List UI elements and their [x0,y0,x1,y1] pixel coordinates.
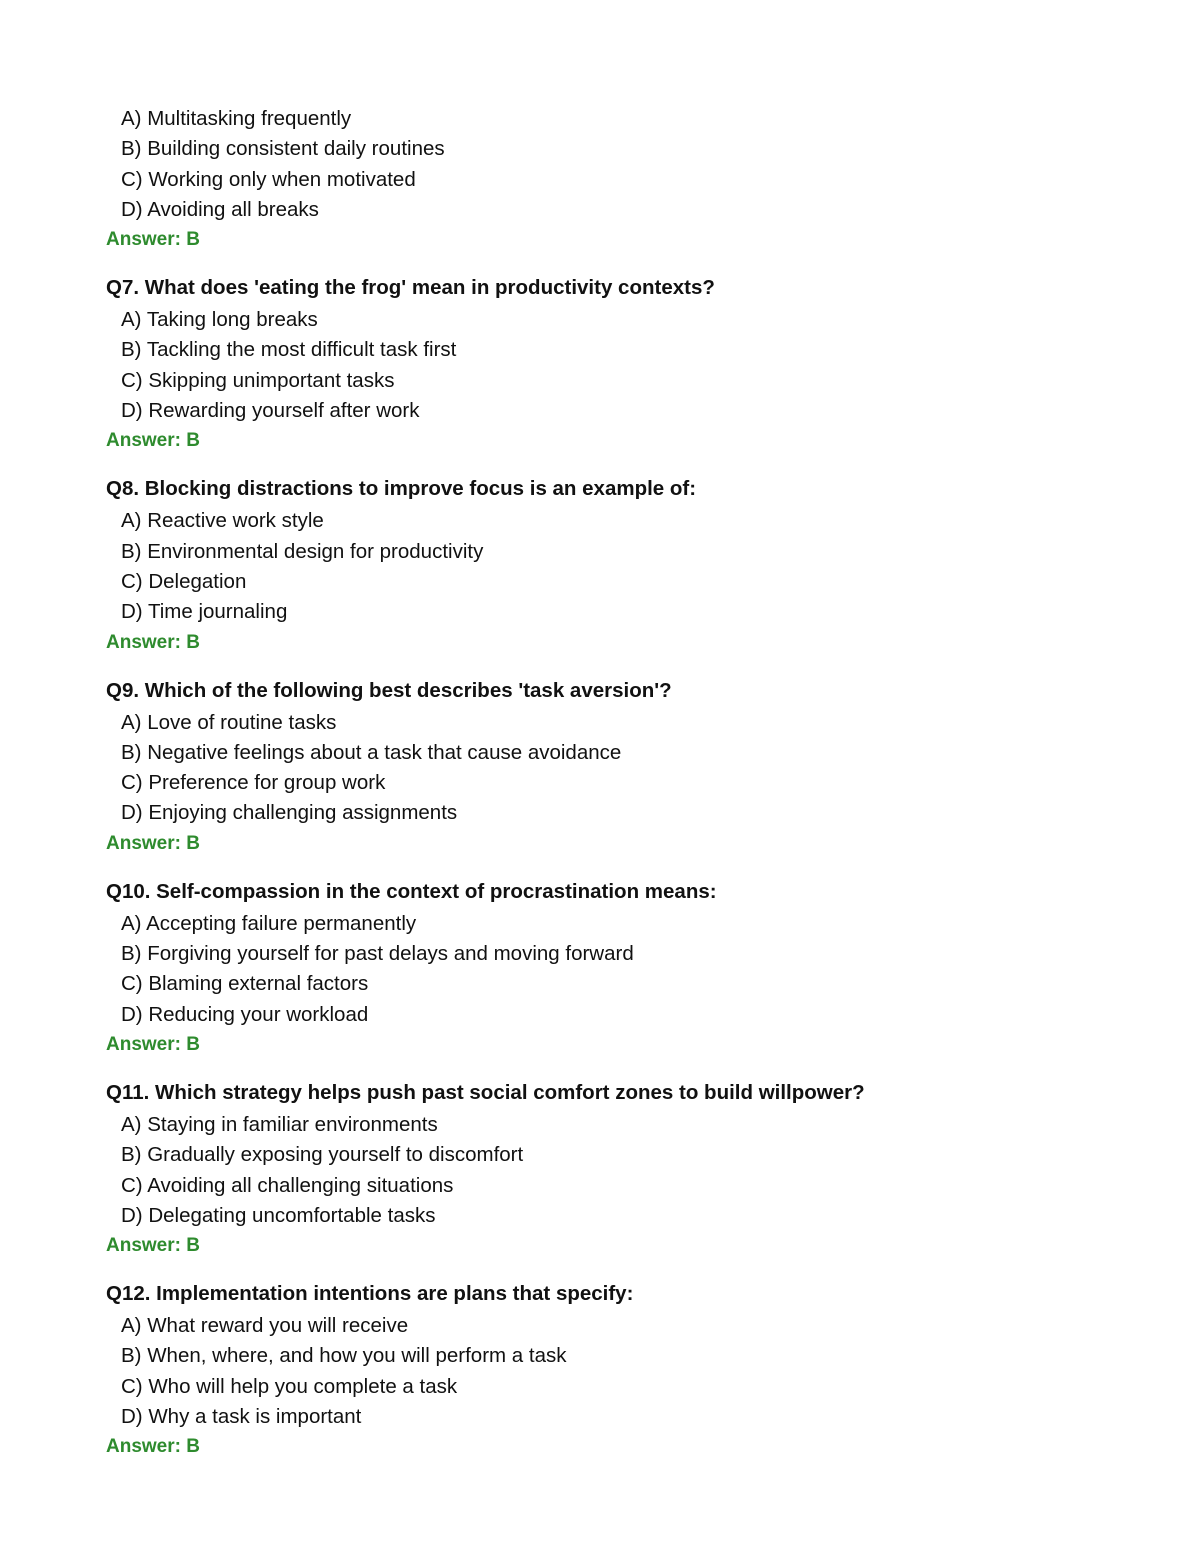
question-block-q9 [106,676,1140,859]
option-a: A) Staying in familiar environments [121,1112,438,1136]
question-block-continued [106,104,1140,255]
option-d: D) Why a task is important [121,1405,362,1429]
answer-label: Answer: B [106,631,200,653]
question-title: Q9. Which of the following best describes 'task aversion'? [106,678,672,702]
question-title: Q7. What does 'eating the frog' mean in productivity contexts? [106,276,715,300]
option-d: D) Rewarding yourself after work [121,399,420,423]
option-b: B) Tackling the most difficult task first [121,338,457,362]
option-c: C) Preference for group work [121,771,386,795]
answer-label: Answer: B [106,1436,200,1458]
option-b: B) Environmental design for productivity [121,539,484,563]
question-block-q11 [106,1078,1140,1261]
option-b: B) Building consistent daily routines [121,137,445,161]
option-b: B) Forgiving yourself for past delays and moving forward [121,942,634,966]
option-b: B) When, where, and how you will perform a task [121,1344,567,1368]
option-d: D) Enjoying challenging assignments [121,801,458,825]
option-a: A) Accepting failure permanently [121,911,417,935]
option-c: C) Working only when motivated [121,167,416,191]
answer-label: Answer: B [106,430,200,452]
option-d: D) Reducing your workload [121,1002,369,1026]
question-title: Q8. Blocking distractions to improve focus is an example of: [106,477,697,501]
question-block-q8 [106,474,1140,657]
question-title: Q12. Implementation intentions are plans that specify: [106,1282,634,1306]
option-c: C) Who will help you complete a task [121,1374,458,1398]
option-a: A) What reward you will receive [121,1314,409,1338]
question-block-q12 [106,1279,1140,1462]
option-d: D) Avoiding all breaks [121,197,319,221]
option-c: C) Blaming external factors [121,972,369,996]
answer-label: Answer: B [106,1235,200,1257]
question-block-q10 [106,877,1140,1060]
option-d: D) Time journaling [121,600,288,624]
answer-label: Answer: B [106,832,200,854]
answer-label: Answer: B [106,1033,200,1055]
question-block-q7 [106,273,1140,456]
option-a: A) Love of routine tasks [121,710,337,734]
option-a: A) Reactive work style [121,509,324,533]
option-a: A) Taking long breaks [121,308,318,332]
option-c: C) Delegation [121,569,247,593]
option-b: B) Gradually exposing yourself to discomfort [121,1143,524,1167]
option-c: C) Avoiding all challenging situations [121,1173,454,1197]
option-d: D) Delegating uncomfortable tasks [121,1203,436,1227]
answer-label: Answer: B [106,229,200,251]
question-title: Q11. Which strategy helps push past social comfort zones to build willpower? [106,1080,865,1104]
option-c: C) Skipping unimportant tasks [121,368,395,392]
question-title: Q10. Self-compassion in the context of procrastination means: [106,879,717,903]
option-b: B) Negative feelings about a task that cause avoidance [121,740,622,764]
option-a: A) Multitasking frequently [121,107,352,130]
